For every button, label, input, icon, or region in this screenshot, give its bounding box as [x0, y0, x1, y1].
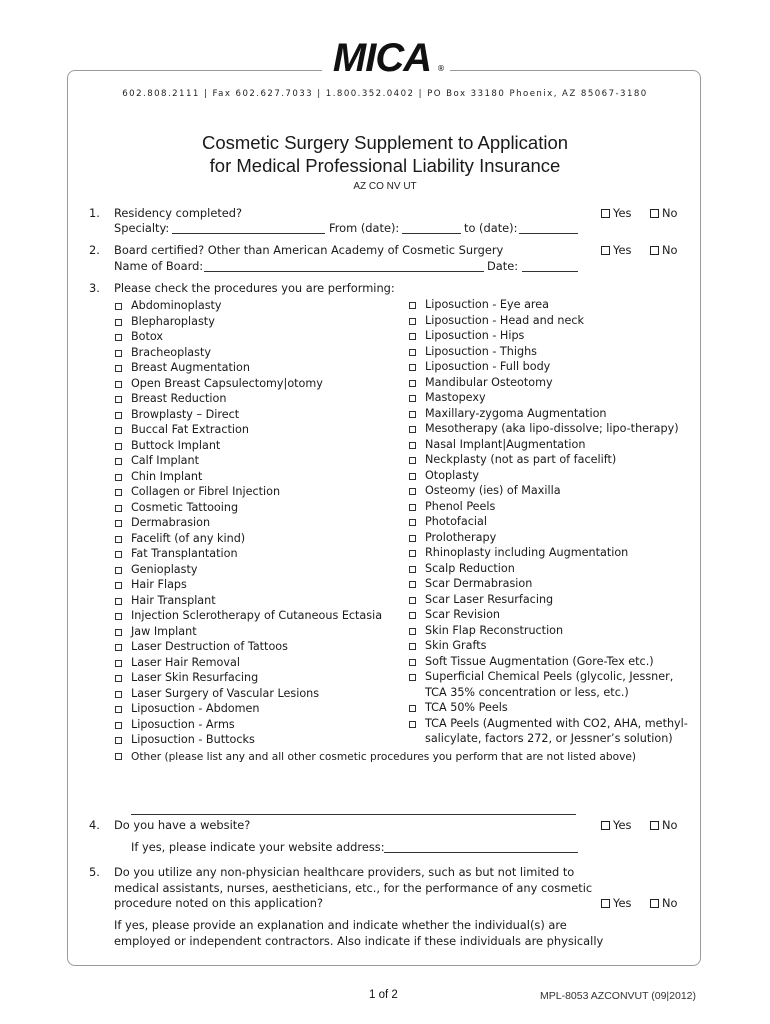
procedure-checkbox[interactable] — [409, 643, 416, 650]
procedure-checkbox[interactable] — [409, 550, 416, 557]
page-number: 1 of 2 — [369, 989, 398, 1001]
procedure-label: Otoplasty — [425, 468, 479, 482]
procedure-checkbox[interactable] — [409, 473, 416, 480]
q5-no-checkbox[interactable] — [650, 899, 659, 908]
procedure-label: Liposuction - Head and neck — [425, 313, 584, 327]
procedure-label: Calf Implant — [131, 454, 200, 467]
board-name-label: Name of Board: — [114, 259, 204, 273]
procedure-label: Laser Destruction of Tattoos — [131, 640, 288, 653]
procedure-label: Liposuction - Full body — [425, 360, 551, 373]
procedure-checkbox[interactable] — [115, 567, 122, 574]
procedure-checkbox[interactable] — [409, 364, 416, 371]
procedure-label: Genioplasty — [131, 562, 198, 576]
procedure-checkbox[interactable] — [115, 474, 122, 481]
procedure-label: Soft Tissue Augmentation (Gore-Tex etc.) — [425, 654, 654, 668]
procedure-checkbox[interactable] — [409, 535, 416, 542]
procedure-label: Mandibular Osteotomy — [425, 375, 553, 389]
procedure-label: Hair Transplant — [131, 593, 216, 607]
procedure-checkbox[interactable] — [115, 381, 122, 388]
q4-no-option[interactable] — [650, 818, 678, 832]
procedure-checkbox[interactable] — [409, 612, 416, 619]
procedure-label: Superficial Chemical Peels (glycolic, Jessner, — [425, 670, 674, 683]
q1-no-label: No — [662, 206, 678, 220]
q2-no-label: No — [662, 243, 678, 257]
question-1-number: 1. — [89, 206, 100, 220]
procedure-label: Liposuction - Buttocks — [131, 733, 255, 746]
procedure-checkbox[interactable] — [115, 365, 122, 372]
procedure-checkbox[interactable] — [115, 505, 122, 512]
procedure-checkbox[interactable] — [115, 691, 122, 698]
q4-yes-option[interactable] — [601, 818, 631, 832]
other-procedure-field[interactable] — [131, 814, 576, 815]
procedure-label: Laser Surgery of Vascular Lesions — [131, 686, 320, 700]
procedure-label: Collagen or Fibrel Injection — [131, 485, 281, 498]
procedure-label: Osteomy (ies) of Maxilla — [425, 484, 561, 497]
q1-yes-checkbox[interactable] — [601, 209, 610, 218]
procedure-checkbox[interactable] — [115, 458, 122, 465]
procedure-label: Phenol Peels — [425, 499, 496, 513]
procedure-checkbox[interactable] — [115, 350, 122, 357]
q2-yes-checkbox[interactable] — [601, 246, 610, 255]
procedure-label: Chin Implant — [131, 469, 203, 483]
procedure-label: Scalp Reduction — [425, 561, 515, 575]
website-label: If yes, please indicate your website address: — [131, 840, 385, 854]
procedure-checkbox[interactable] — [409, 318, 416, 325]
procedure-checkbox[interactable] — [115, 598, 122, 605]
q5-yes-label: Yes — [613, 896, 632, 910]
procedure-label: Injection Sclerotherapy of Cutaneous Ectasia — [131, 609, 383, 622]
procedure-label: Botox — [131, 330, 164, 343]
procedure-label: Maxillary-zygoma Augmentation — [425, 406, 607, 420]
procedure-checkbox[interactable] — [115, 334, 122, 341]
question-3-text: Please check the procedures you are performing: — [114, 281, 395, 295]
procedure-label: Open Breast Capsulectomy|otomy — [131, 376, 323, 390]
registered-mark: ® — [437, 64, 445, 73]
procedure-label: Prolotherapy — [425, 530, 497, 544]
q2-yes-option[interactable] — [601, 243, 631, 257]
q1-yes-option[interactable] — [601, 206, 631, 220]
procedure-checkbox[interactable] — [409, 426, 416, 433]
procedure-label: TCA 35% concentration or less, etc.) — [425, 685, 629, 699]
procedure-label: Liposuction - Hips — [425, 329, 525, 342]
mica-logo — [327, 38, 445, 78]
procedure-label: Bracheoplasty — [131, 345, 212, 359]
procedure-checkbox[interactable] — [115, 536, 122, 543]
procedure-checkbox[interactable] — [409, 659, 416, 666]
procedure-label: Cosmetic Tattooing — [131, 500, 239, 514]
procedure-checkbox[interactable] — [115, 675, 122, 682]
procedure-label: Browplasty – Direct — [131, 407, 240, 421]
procedure-checkbox[interactable] — [409, 302, 416, 309]
procedure-checkbox[interactable] — [409, 628, 416, 635]
procedure-label: Mastopexy — [425, 391, 486, 404]
question-5-line-3: procedure noted on this application? — [114, 896, 324, 910]
procedure-checkbox[interactable] — [115, 489, 122, 496]
board-date-label: Date: — [487, 259, 519, 273]
procedure-label: TCA 50% Peels — [425, 701, 508, 714]
procedure-checkbox[interactable] — [115, 737, 122, 744]
question-5-sub-line-1: If yes, please provide an explanation and indicate whether the individual(s) are — [114, 918, 567, 932]
question-5-line-1: Do you utilize any non-physician healthcare providers, such as but not limited to — [114, 865, 575, 879]
procedure-label: Buttock Implant — [131, 438, 221, 452]
q1-no-checkbox[interactable] — [650, 209, 659, 218]
procedure-label: Breast Reduction — [131, 392, 227, 405]
question-3-number: 3. — [89, 281, 100, 295]
form-title-line-2: for Medical Professional Liability Insurance — [209, 155, 561, 176]
procedure-checkbox[interactable] — [409, 519, 416, 526]
q4-yes-label: Yes — [613, 818, 632, 832]
procedure-checkbox[interactable] — [115, 412, 122, 419]
other-procedure-checkbox[interactable] — [115, 753, 122, 760]
procedure-checkbox[interactable] — [409, 705, 416, 712]
procedure-label: Scar Dermabrasion — [425, 577, 533, 590]
question-2-text: Board certified? Other than American Academy of Cosmetic Surgery — [114, 243, 504, 257]
procedure-checkbox[interactable] — [409, 488, 416, 495]
q4-yes-checkbox[interactable] — [601, 821, 610, 830]
form-code: MPL-8053 AZCONVUT (09|2012) — [540, 990, 697, 1002]
question-1-text: Residency completed? — [114, 206, 243, 220]
logo-text: MICA — [332, 36, 432, 80]
procedure-label: Blepharoplasty — [131, 314, 215, 328]
procedure-checkbox[interactable] — [115, 660, 122, 667]
procedure-checkbox[interactable] — [115, 644, 122, 651]
procedure-checkbox[interactable] — [409, 597, 416, 604]
procedure-label: Nasal Implant|Augmentation — [425, 437, 586, 451]
procedure-checkbox[interactable] — [115, 706, 122, 713]
states-list: AZ CO NV UT — [353, 181, 417, 192]
procedure-checkbox[interactable] — [115, 443, 122, 450]
procedure-label: Rhinoplasty including Augmentation — [425, 546, 629, 559]
q5-no-label: No — [662, 896, 678, 910]
procedure-checkbox[interactable] — [115, 551, 122, 558]
procedure-checkbox[interactable] — [409, 457, 416, 464]
procedure-checkbox[interactable] — [115, 520, 122, 527]
question-5-number: 5. — [89, 865, 100, 879]
procedure-label: Buccal Fat Extraction — [131, 423, 249, 436]
procedure-checkbox[interactable] — [409, 566, 416, 573]
procedure-checkbox[interactable] — [115, 629, 122, 636]
procedure-label: Liposuction - Eye area — [425, 298, 550, 311]
procedure-label: salicylate, factors 272, or Jessner’s solution) — [425, 732, 673, 745]
form-title-line-1: Cosmetic Surgery Supplement to Application — [201, 132, 569, 153]
procedure-label: Dermabrasion — [131, 516, 211, 529]
procedure-checkbox[interactable] — [409, 411, 416, 418]
question-4-text: Do you have a website? — [114, 818, 251, 832]
procedure-checkbox[interactable] — [409, 380, 416, 387]
procedure-label: Laser Skin Resurfacing — [131, 671, 259, 684]
board-name-field[interactable] — [204, 271, 484, 272]
procedure-checkbox[interactable] — [409, 581, 416, 588]
question-5-line-2: medical assistants, nurses, aestheticians, etc., for the performance of any cosmetic — [114, 881, 593, 895]
to-date-label: to (date): — [464, 221, 518, 235]
procedure-label: Skin Flap Reconstruction — [425, 623, 564, 637]
procedure-checkbox[interactable] — [409, 349, 416, 356]
other-procedure-label: Other (please list any and all other cosmetic procedures you perform that are not listed above) — [131, 751, 637, 763]
from-date-label: From (date): — [329, 221, 400, 235]
procedure-checkbox[interactable] — [409, 395, 416, 402]
procedure-label: Neckplasty (not as part of facelift) — [425, 453, 617, 466]
specialty-field[interactable] — [172, 233, 325, 234]
procedure-label: Scar Laser Resurfacing — [425, 592, 554, 606]
q5-yes-checkbox[interactable] — [601, 899, 610, 908]
q2-no-option[interactable] — [650, 243, 678, 257]
procedure-checkbox[interactable] — [115, 303, 122, 310]
q5-yes-option[interactable] — [601, 896, 631, 910]
procedure-checkbox[interactable] — [115, 427, 122, 434]
procedure-checkbox[interactable] — [409, 721, 416, 728]
procedure-checkbox[interactable] — [409, 504, 416, 511]
procedure-label: Breast Augmentation — [131, 361, 250, 374]
procedure-label: Liposuction - Arms — [131, 717, 235, 731]
q2-no-checkbox[interactable] — [650, 246, 659, 255]
q5-no-option[interactable] — [650, 896, 678, 910]
specialty-label: Specialty: — [114, 221, 170, 235]
procedure-label: TCA Peels (Augmented with CO2, AHA, methyl- — [425, 716, 688, 730]
procedure-checkbox[interactable] — [409, 674, 416, 681]
question-2-number: 2. — [89, 243, 100, 257]
q4-no-label: No — [662, 818, 678, 832]
procedure-label: Hair Flaps — [131, 578, 187, 591]
question-4-number: 4. — [89, 818, 100, 832]
procedure-label: Jaw Implant — [131, 624, 197, 638]
board-date-field[interactable] — [522, 271, 578, 272]
q2-yes-label: Yes — [613, 243, 632, 257]
to-date-field[interactable] — [519, 233, 578, 234]
procedure-label: Liposuction - Abdomen — [131, 702, 260, 715]
procedure-label: Mesotherapy (aka lipo-dissolve; lipo-therapy) — [425, 422, 679, 435]
procedure-label: Scar Revision — [425, 608, 501, 621]
q4-no-checkbox[interactable] — [650, 821, 659, 830]
procedure-checkbox[interactable] — [115, 319, 122, 326]
contact-line: 602.808.2111 | Fax 602.627.7033 | 1.800.352.0402 | PO Box 33180 Phoenix, AZ 85067-3180 — [122, 89, 648, 99]
procedure-checkbox[interactable] — [115, 722, 122, 729]
q1-no-option[interactable] — [650, 206, 678, 220]
procedure-checkbox[interactable] — [115, 582, 122, 589]
procedure-label: Laser Hair Removal — [131, 655, 240, 669]
website-field[interactable] — [384, 852, 578, 853]
procedure-label: Photofacial — [425, 515, 487, 528]
procedure-checkbox[interactable] — [409, 442, 416, 449]
question-5-sub-line-2: employed or independent contractors. Also indicate if these individuals are physically — [114, 934, 604, 948]
procedure-label: Liposuction - Thighs — [425, 344, 537, 358]
procedure-checkbox[interactable] — [409, 333, 416, 340]
procedure-label: Abdominoplasty — [131, 299, 222, 312]
procedure-checkbox[interactable] — [115, 613, 122, 620]
procedure-checkbox[interactable] — [115, 396, 122, 403]
procedure-label: Fat Transplantation — [131, 547, 238, 560]
q1-yes-label: Yes — [613, 206, 632, 220]
procedure-label: Facelift (of any kind) — [131, 531, 246, 545]
procedure-label: Skin Grafts — [425, 639, 487, 652]
from-date-field[interactable] — [402, 233, 461, 234]
